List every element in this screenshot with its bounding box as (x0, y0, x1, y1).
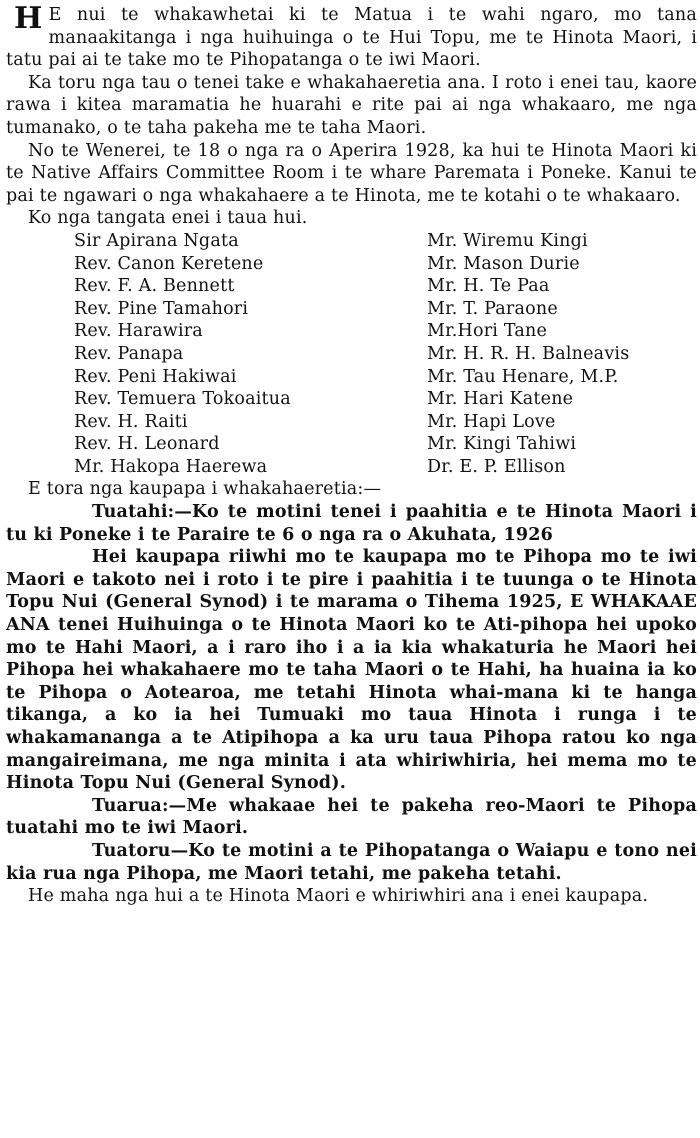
attendee-left: Sir Apirana Ngata (74, 230, 239, 251)
paragraph-meeting: No te Wenerei, te 18 o nga ra o Aperira 1928, ka hui te Hinota Maori ki te Native Affairs Committee Room i te whare Paremata i Poneke. Kanui te pai te ngawari o nga whakahaere a te Hinota, me te kotahi o te whakaaro. (6, 140, 697, 206)
attendee-left: Rev. Pine Tamahori (74, 298, 249, 319)
resolution-first-body: Hei kaupapa riiwhi mo te kaupapa mo te Pihopa mo te iwi Maori e takoto nei i roto i te pire i paahitia i te tuunga o te Hinota Topu Nui (General Synod) i te marama o Tihema 1925, E WHAKAAE ANA tenei Huihuinga o te Hinota Maori ko te Ati-pihopa hei upoko mo te Hahi Maori, a i raro iho i a ia kia whakaturia he Maori hei Pihopa hei whakahaere mo te taha Maori o te Hahi, ha huaina ia ko te Pihopa o Aotearoa, me tetahi Hinota whai-mana ki te hanga tikanga, a ko ia hei Tumuaki mo taua Hinota i runga i te whakamananga a te Atipihopa a ka uru taua Pihopa ratou ko nga mangaireimana, me nga minita i ata whiriwhiria, hei mema mo te Hinota Topu Nui (General Synod). (6, 547, 697, 794)
attendee-right: Mr. Kingi Tahiwi (427, 434, 577, 455)
attendee-right: Mr. Mason Durie (427, 253, 580, 274)
resolution-first-heading: Tuatahi:—Ko te motini tenei i paahitia e te Hinota Maori i tu ki Poneke i te Paraire te 6 o nga ra o Akuhata, 1926 (6, 502, 697, 545)
resolution-third: Tuatoru—Ko te motini a te Pihopatanga o Waiapu e tono nei kia rua nga Pihopa, me Maori tetahi, me pakeha tetahi. (6, 840, 697, 884)
attendee-left: Rev. Peni Hakiwai (74, 366, 237, 387)
attendee-left: Rev. Panapa (74, 343, 184, 364)
attendee-right: Mr. H. Te Paa (427, 276, 550, 297)
attendee-left: Rev. F. A. Bennett (74, 276, 235, 297)
attendee-right: Mr. Wiremu Kingi (427, 230, 588, 251)
attendee-left: Rev. Harawira (74, 321, 203, 342)
paragraph-resolutions-intro: E tora nga kaupapa i whakahaeretia:— (28, 479, 382, 500)
attendee-left: Rev. Temuera Tokoaitua (74, 389, 291, 410)
attendee-right: Mr. Hari Katene (427, 389, 574, 410)
attendee-right: Mr. H. R. H. Balneavis (427, 343, 630, 364)
attendee-left: Mr. Hakopa Haerewa (74, 456, 268, 477)
drop-cap: H (14, 1, 43, 36)
paragraph-closing: He maha nga hui a te Hinota Maori e whiriwhiri ana i enei kaupapa. (28, 886, 649, 907)
attendee-right: Dr. E. P. Ellison (427, 456, 566, 477)
attendee-right: Mr. T. Paraone (427, 298, 558, 319)
attendee-right: Mr.Hori Tane (427, 321, 548, 342)
attendee-left: Rev. H. Leonard (74, 434, 220, 455)
attendee-right: Mr. Tau Henare, M.P. (427, 366, 619, 387)
attendee-list (74, 230, 697, 479)
paragraph-attendees-intro: Ko nga tangata enei i taua hui. (28, 208, 308, 229)
resolution-second: Tuarua:—Me whakaae hei te pakeha reo-Maori te Pihopa tuatahi mo te iwi Maori. (6, 795, 697, 839)
intro-paragraph (6, 1, 697, 72)
attendee-left: Rev. H. Raiti (74, 411, 188, 432)
paragraph-history: Ka toru nga tau o tenei take e whakahaeretia ana. I roto i enei tau, kaore rawa i kitea maramatia he huarahi e rite pai ai nga whakaaro, me nga tumanako, o te taha pakeha me te taha Maori. (6, 72, 697, 138)
intro-text: E nui te whakawhetai ki te Matua i te wahi ngaro, mo tana manaakitanga i nga huihuinga o te Hui Topu, me te Hinota Maori, i tatu pai ai te take mo te Pihopatanga o te iwi Maori. (6, 5, 697, 71)
attendee-left: Rev. Canon Keretene (74, 253, 264, 274)
attendee-right: Mr. Hapi Love (427, 411, 556, 432)
